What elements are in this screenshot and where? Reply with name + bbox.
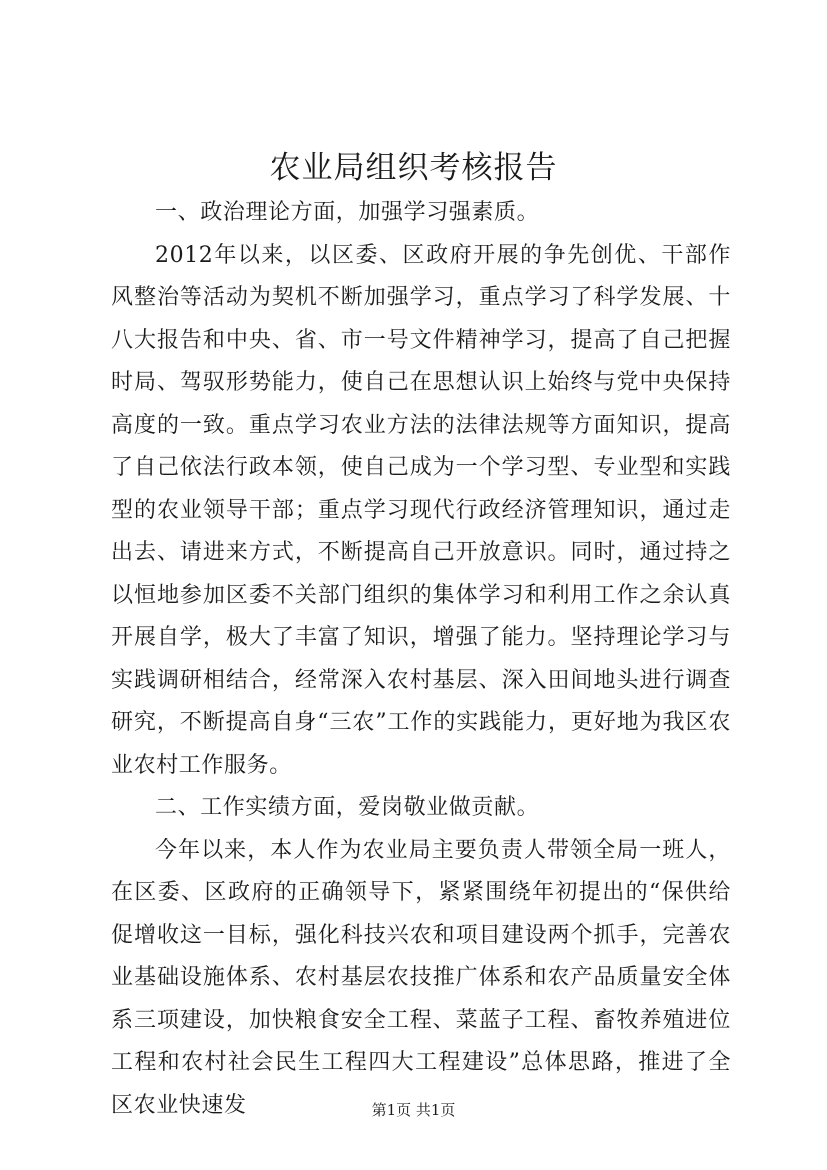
section-heading-politics: 一、政治理论方面，加强学习强素质。: [155, 200, 540, 225]
section-heading-work: 二、工作实绩方面，爱岗敬业做贡献。: [155, 795, 540, 820]
page-footer: 第1页 共1页: [371, 1101, 456, 1119]
paragraph-politics-detail: 2012年以来，以区委、区政府开展的争先创优、干部作风整治等活动为契机不断加强学习，重点学习了科学发展、十八大报告和中央、省、市一号文件精神学习，提高了自己把握时局、驾驭形势能力，使自己在思想认识上始终与党中央保持高度的一致。重点学习农业方法的法律法规等方面知识，提高了自己依法行政本领，使自己成为一个学习型、专业型和实践型的农业领导干部；重点学习现代行政经济管理知识，通过走出去、请进来方式，不断提高自己开放意识。同时，通过持之以恒地参加区委不关部门组织的集体学习和利用工作之余认真开展自学，极大了丰富了知识，增强了能力。坚持理论学习与实践调研相结合，经常深入农村基层、深入田间地头进行调查研究，不断提高自身“三农”工作的实践能力，更好地为我区农业农村工作服务。: [111, 242, 731, 778]
document-title: 农业局组织考核报告: [269, 150, 558, 186]
document-body: [111, 192, 731, 1127]
paragraph-work-detail: 今年以来，本人作为农业局主要负责人带领全局一班人，在区委、区政府的正确领导下，紧紧围绕年初提出的“保供给促增收这一目标，强化科技兴农和项目建设两个抓手，完善农业基础设施体系、农村基层农技推广体系和农产品质量安全体系三项建设，加快粮食安全工程、菜蓝子工程、畜牧养殖进位工程和农村社会民生工程四大工程建设”总体思路，推进了全区农业快速发: [111, 837, 731, 1118]
